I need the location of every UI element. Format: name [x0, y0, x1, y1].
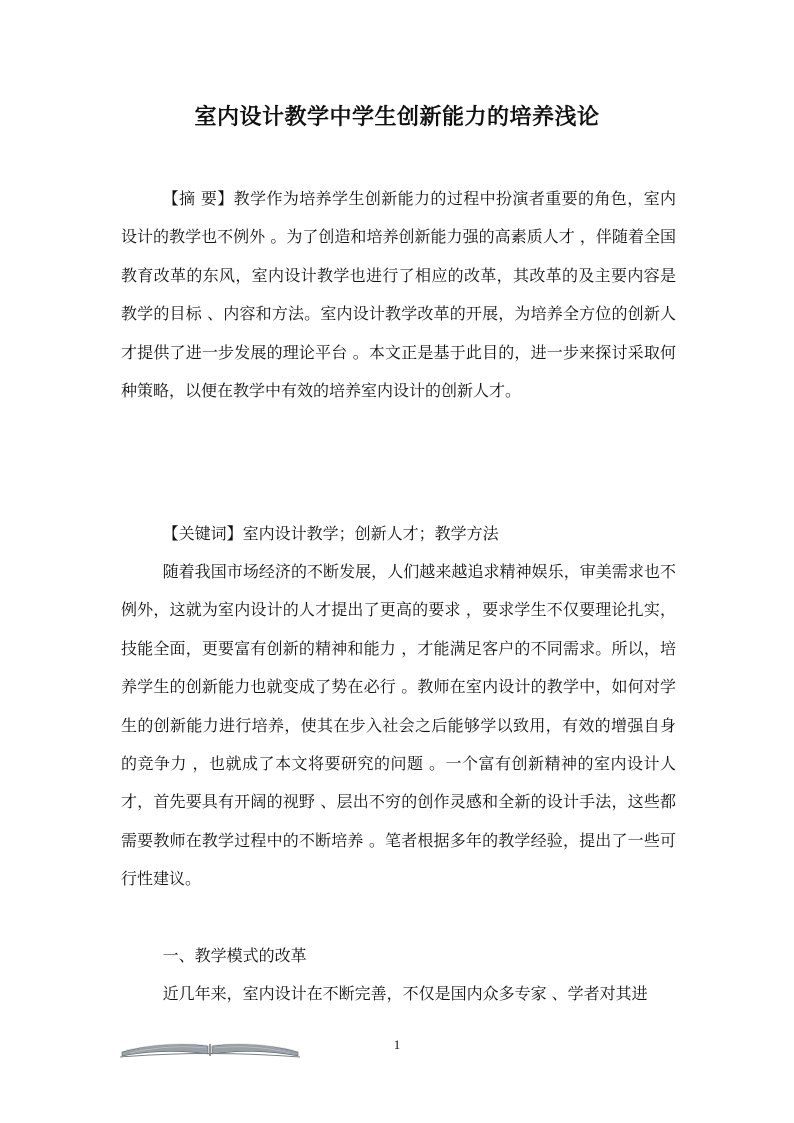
open-book-icon — [120, 1032, 300, 1058]
body-paragraph-continued: 近几年来，室内设计在不断完善，不仅是国内众多专家 、学者对其进 — [162, 984, 648, 1003]
body-paragraph: 随着我国市场经济的不断发展，人们越来越追求精神娱乐，审美需求也不例外，这就为室内设计的人才提出了更高的要求 ，要求学生不仅要理论扎实，技能全面，更要富有创新的精神和能力 ，才能满足客户的不同需求。所以，培养学生的创新能力也就变成了势在必行 。教师在室内设计的教学中，如何对学生的创新能力进行培养，使其在步入社会之后能够学以致用，有效的增强自身的竞争力 ，也就成了本文将要研究的问题 。一个富有创新精神的室内设计人才，首先要具有开阔的视野 、层出不穷的创作灵感和全新的设计手法，这些都需要教师在教学过程中的不断培养 。笔者根据多年的教学经验，提出了一些可行性建议。 — [121, 562, 676, 889]
section-heading: 一、教学模式的改革 — [162, 946, 307, 965]
page-number: 1 — [393, 1037, 401, 1052]
page-title: 室内设计教学中学生创新能力的培养浅论 — [194, 105, 600, 130]
keywords-line: 【关键词】室内设计教学；创新人才；教学方法 — [162, 524, 499, 543]
abstract-paragraph: 【摘 要】教学作为培养学生创新能力的过程中扮演者重要的角色，室内设计的教学也不例外 。为了创造和培养创新能力强的高素质人才 ，伴随着全国教育改革的东风，室内设计教学也进行了相应的改革，其改革的及主要内容是教学的目标 、内容和方法。室内设计教学改革的开展，为培养全方位的创新人才提供了进一步发展的理论平台 。本文正是基于此目的，进一步来探讨采取何种策略，以便在教学中有效的培养室内设计的创新人才。 — [121, 189, 676, 401]
